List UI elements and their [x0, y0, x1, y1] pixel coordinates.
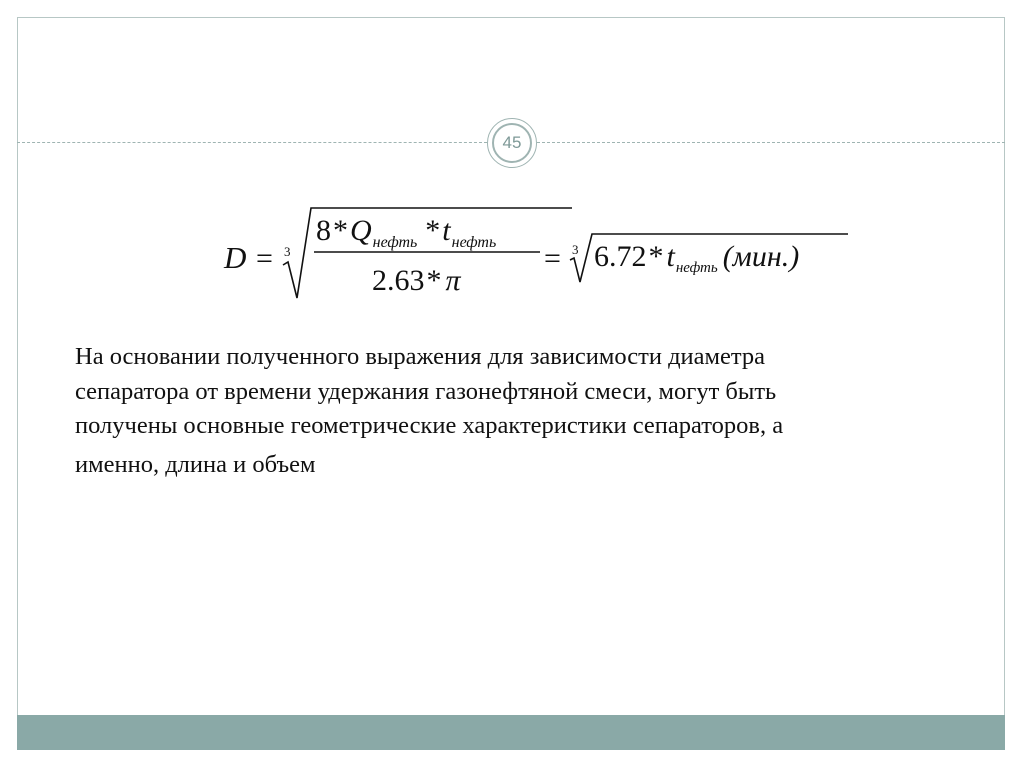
body-line: сепаратора от времени удержания газонефтяной смеси, могут быть [75, 377, 777, 405]
formula-lhs: D [224, 240, 247, 275]
diameter-formula [222, 200, 862, 310]
formula-equals-2: = [544, 242, 561, 275]
body-line: На основании полученного выражения для зависимости диаметра [75, 343, 766, 370]
root-index-1: 3 [284, 244, 291, 259]
page-number-ring [492, 123, 532, 163]
body-paragraph [75, 340, 995, 482]
numerator-coefficient: $8*Q_{нефть}$ $*t_{нефть}$ [316, 214, 497, 251]
body-line: именно, длина и объем [75, 450, 316, 478]
formula-equals-1: = [256, 242, 273, 275]
header-divider-left [17, 142, 487, 143]
denominator: 2.63* π [372, 264, 461, 297]
root-index-2: 3 [572, 242, 579, 257]
header-divider-right [537, 142, 1005, 143]
rhs-expression: 6.72* $t_{нефть}$ (мин.) [594, 240, 800, 276]
page-number-badge [487, 118, 537, 168]
page-number: 45 [502, 133, 522, 152]
footer-bar [17, 715, 1005, 750]
body-line: получены основные геометрические характеристики сепараторов, а [75, 412, 784, 439]
